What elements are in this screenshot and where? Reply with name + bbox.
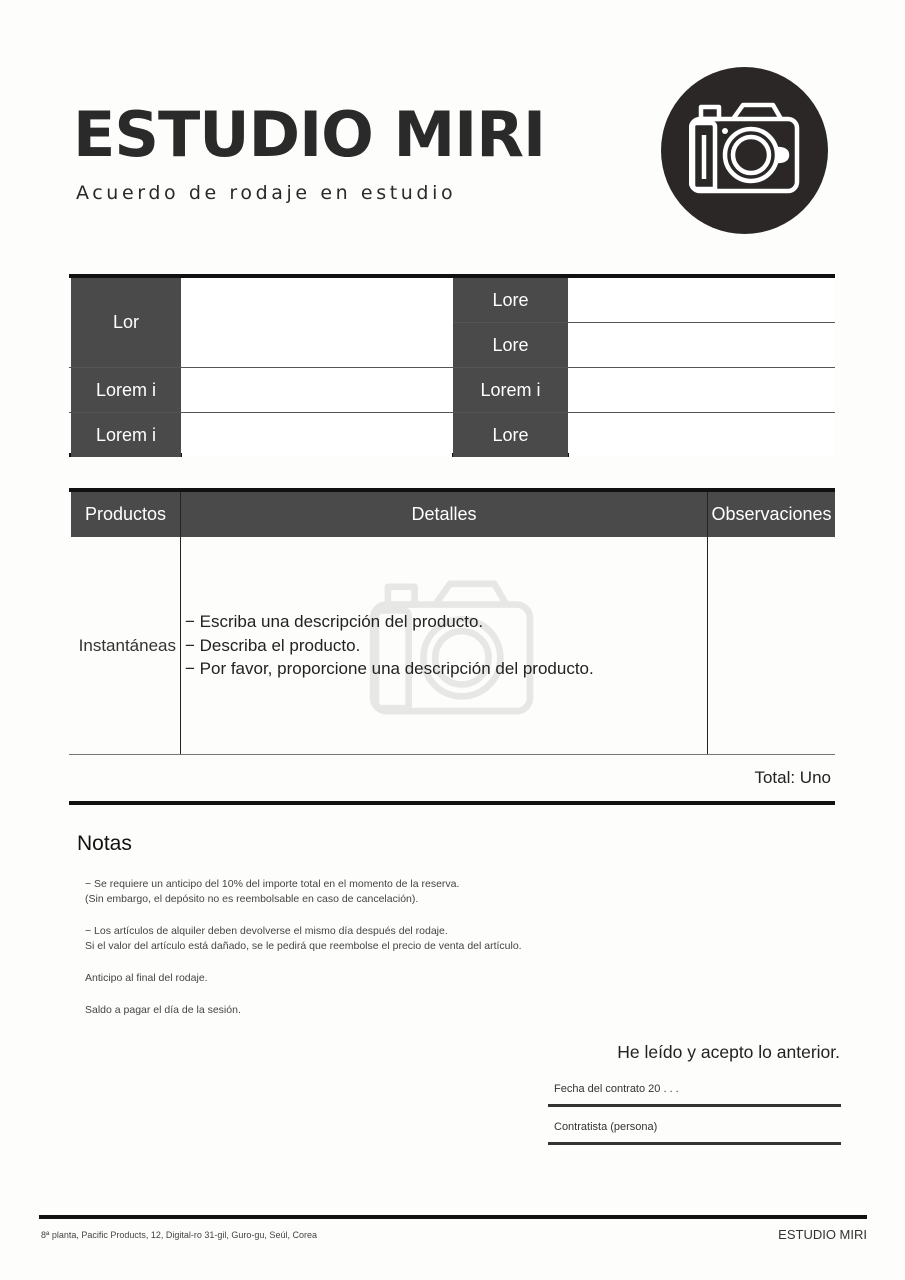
notes-list bbox=[85, 877, 522, 1035]
column-header-productos: Productos bbox=[71, 492, 180, 537]
info-label-5: Lore bbox=[453, 323, 568, 367]
info-value-field-2[interactable] bbox=[182, 368, 452, 412]
footer-brand: ESTUDIO MIRI bbox=[778, 1227, 867, 1242]
contractor-signature-line[interactable] bbox=[548, 1142, 841, 1145]
note-item bbox=[85, 971, 522, 986]
note-item bbox=[85, 1003, 522, 1018]
column-header-detalles: Detalles bbox=[181, 492, 707, 537]
row-divider bbox=[69, 754, 835, 755]
info-value-field-6[interactable] bbox=[569, 368, 835, 412]
table-bottom-rule bbox=[69, 801, 835, 805]
product-name-cell: Instantáneas bbox=[78, 635, 176, 655]
note-line: − Se requiere un anticipo del 10% del importe total en el momento de la reserva. bbox=[85, 878, 460, 890]
detail-line: − Describa el producto. bbox=[185, 635, 361, 655]
column-header-observaciones: Observaciones bbox=[708, 492, 835, 537]
logo-badge bbox=[661, 67, 828, 234]
notes-heading: Notas bbox=[77, 832, 132, 855]
footer-rule bbox=[39, 1215, 867, 1219]
detail-line: − Por favor, proporcione una descripción del producto. bbox=[185, 659, 594, 678]
detail-line: − Escriba una descripción del producto. bbox=[185, 612, 484, 631]
note-item bbox=[85, 877, 522, 907]
camera-watermark-icon bbox=[367, 572, 539, 720]
note-line: (Sin embargo, el depósito no es reembolsable en caso de cancelación). bbox=[85, 893, 419, 905]
info-value-field-7[interactable] bbox=[569, 413, 835, 457]
row-divider bbox=[69, 367, 835, 368]
row-divider bbox=[69, 412, 835, 413]
note-item bbox=[85, 924, 522, 954]
info-label-3: Lorem i bbox=[71, 413, 181, 457]
note-line: Anticipo al final del rodaje. bbox=[85, 972, 208, 984]
info-label-6: Lorem i bbox=[453, 368, 568, 412]
client-info-table bbox=[69, 274, 835, 457]
studio-title: ESTUDIO MIRI bbox=[73, 98, 546, 171]
info-value-field-4[interactable] bbox=[569, 278, 835, 322]
total-label: Total: Uno bbox=[754, 768, 831, 787]
contract-date-label: Fecha del contrato 20 . . . bbox=[554, 1083, 679, 1095]
document-subtitle: Acuerdo de rodaje en estudio bbox=[76, 182, 457, 204]
footer-address: 8ª planta, Pacific Products, 12, Digital-ro 31-gil, Guro-gu, Seúl, Corea bbox=[41, 1230, 317, 1240]
info-value-field-3[interactable] bbox=[182, 413, 452, 457]
row-divider bbox=[453, 322, 835, 323]
note-line: − Los artículos de alquiler deben devolverse el mismo día después del rodaje. bbox=[85, 925, 448, 937]
note-line: Si el valor del artículo está dañado, se le pedirá que reembolse el precio de venta del artículo. bbox=[85, 940, 522, 952]
note-line: Saldo a pagar el día de la sesión. bbox=[85, 1004, 241, 1016]
info-label-1: Lor bbox=[71, 278, 181, 367]
info-label-2: Lorem i bbox=[71, 368, 181, 412]
contract-date-line[interactable] bbox=[548, 1104, 841, 1107]
info-value-field-5[interactable] bbox=[569, 323, 835, 367]
observations-cell[interactable] bbox=[708, 537, 835, 754]
camera-icon bbox=[689, 97, 801, 197]
info-label-4: Lore bbox=[453, 278, 568, 322]
info-label-7: Lore bbox=[453, 413, 568, 457]
info-value-field-1[interactable] bbox=[182, 278, 452, 367]
contractor-label: Contratista (persona) bbox=[554, 1121, 658, 1133]
column-divider bbox=[180, 492, 181, 754]
agreement-statement: He leído y acepto lo anterior. bbox=[617, 1042, 840, 1062]
